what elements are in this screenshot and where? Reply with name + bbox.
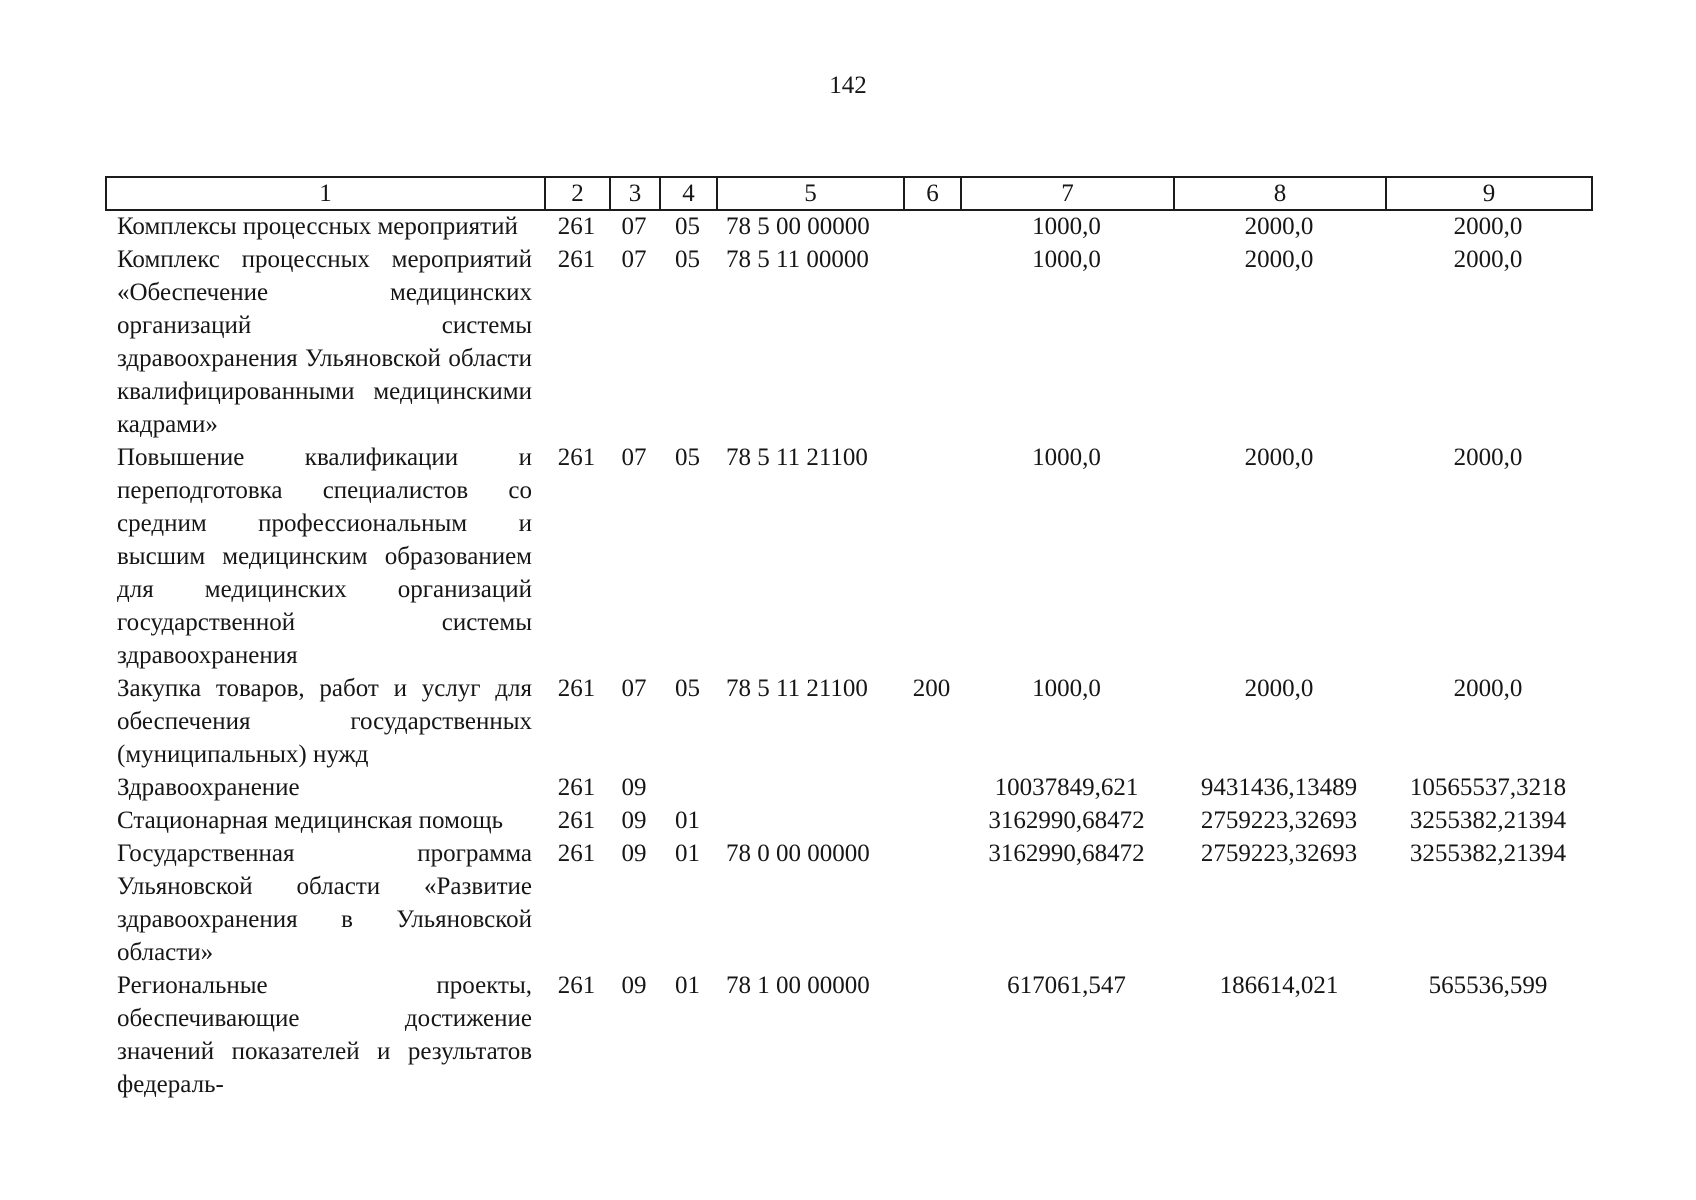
table-row (105, 210, 1591, 243)
cell-col-7: 10037849,621 (994, 774, 1139, 801)
cell-col-5 (716, 771, 903, 804)
cell-col-2: 261 (557, 213, 596, 240)
cell-col-9: 2000,0 (1453, 444, 1523, 471)
cell-col-2: 261 (557, 807, 596, 834)
cell-col-3: 09 (621, 774, 647, 801)
row-name: Комплекс процессных мероприятий «Обеспечение медицинских организаций системы здравоохранения Ульяновской области квалифицированными медицинскими кадрами» (117, 246, 532, 438)
row-name: Комплексы процессных мероприятий (117, 213, 518, 240)
cell-col-8: 2000,0 (1244, 675, 1314, 702)
header-col-6: 6 (904, 177, 961, 210)
cell-col-3: 09 (621, 807, 647, 834)
cell-col-8: 2000,0 (1244, 246, 1314, 273)
table-row (105, 837, 1591, 969)
cell-col-6 (903, 837, 960, 969)
table-row (105, 969, 1591, 1101)
header-col-9: 9 (1386, 177, 1592, 210)
header-row (106, 177, 1592, 210)
header-col-4: 4 (660, 177, 717, 210)
header-col-1: 1 (106, 177, 545, 210)
row-name: Стационарная медицинская помощь (117, 807, 504, 834)
cell-col-7: 1000,0 (1032, 213, 1101, 240)
table-row (105, 672, 1591, 771)
cell-col-5: 78 5 11 00000 (726, 246, 869, 273)
row-name: Повышение квалификации и переподготовка специалистов со средним профессиональным и высшим медицинским образованием для медицинских организаций государственной системы здравоохранения (117, 444, 532, 669)
cell-col-3: 07 (621, 213, 647, 240)
cell-col-7: 617061,547 (1007, 972, 1126, 999)
cell-col-7: 1000,0 (1032, 246, 1101, 273)
cell-col-9: 2000,0 (1453, 213, 1523, 240)
row-name: Здравоохранение (117, 774, 300, 801)
table-row (105, 243, 1591, 441)
cell-col-9: 2000,0 (1453, 675, 1523, 702)
row-name: Региональные проекты, обеспечивающие достижение значений показателей и результатов федераль- (117, 972, 532, 1098)
cell-col-2: 261 (557, 675, 596, 702)
cell-col-5 (716, 804, 903, 837)
cell-col-3: 07 (621, 246, 647, 273)
cell-col-6 (903, 441, 960, 672)
cell-col-5: 78 5 00 00000 (726, 213, 870, 240)
cell-col-4: 05 (675, 675, 700, 702)
cell-col-8: 2759223,32693 (1200, 840, 1358, 867)
cell-col-8: 186614,021 (1219, 972, 1339, 999)
cell-col-5: 78 5 11 21100 (726, 444, 868, 471)
table-row (105, 804, 1591, 837)
cell-col-4: 01 (675, 807, 700, 834)
cell-col-3: 09 (621, 972, 647, 999)
cell-col-6 (903, 804, 960, 837)
cell-col-2: 261 (557, 246, 596, 273)
cell-col-7: 1000,0 (1032, 675, 1101, 702)
table-row (105, 771, 1591, 804)
column-number-header (105, 176, 1593, 211)
cell-col-2: 261 (557, 774, 596, 801)
row-name: Государственная программа Ульяновской области «Развитие здравоохранения в Ульяновской области» (117, 840, 532, 966)
cell-col-8: 2000,0 (1244, 213, 1314, 240)
cell-col-2: 261 (557, 444, 596, 471)
cell-col-6 (903, 969, 960, 1101)
header-col-3: 3 (610, 177, 660, 210)
cell-col-5: 78 5 11 21100 (726, 675, 868, 702)
cell-col-2: 261 (557, 972, 596, 999)
table-row (105, 441, 1591, 672)
header-col-7: 7 (961, 177, 1174, 210)
cell-col-4: 01 (675, 972, 700, 999)
budget-table (105, 210, 1591, 1101)
cell-col-9: 2000,0 (1453, 246, 1523, 273)
cell-col-7: 1000,0 (1032, 444, 1101, 471)
cell-col-7: 3162990,68472 (988, 840, 1145, 867)
cell-col-7: 3162990,68472 (988, 807, 1145, 834)
cell-col-6 (903, 243, 960, 441)
cell-col-9: 565536,599 (1428, 972, 1548, 999)
cell-col-9: 3255382,21394 (1409, 840, 1567, 867)
row-name: Закупка товаров, работ и услуг для обеспечения государственных (муниципальных) нужд (117, 675, 532, 768)
header-col-8: 8 (1174, 177, 1386, 210)
cell-col-4: 05 (675, 246, 700, 273)
cell-col-4: 01 (675, 840, 700, 867)
cell-col-8: 9431436,13489 (1200, 774, 1358, 801)
cell-col-3: 07 (621, 675, 647, 702)
cell-col-6 (903, 210, 960, 243)
cell-col-6 (903, 771, 960, 804)
cell-col-9: 3255382,21394 (1409, 807, 1567, 834)
cell-col-4: 05 (675, 213, 700, 240)
header-col-2: 2 (545, 177, 610, 210)
cell-col-2: 261 (557, 840, 596, 867)
cell-col-4 (659, 771, 716, 804)
cell-col-3: 09 (621, 840, 647, 867)
cell-col-6: 200 (912, 675, 951, 702)
cell-col-5: 78 0 00 00000 (726, 840, 870, 867)
cell-col-3: 07 (621, 444, 647, 471)
cell-col-9: 10565537,3218 (1409, 774, 1567, 801)
page-number: 142 (829, 72, 867, 99)
cell-col-5: 78 1 00 00000 (726, 972, 870, 999)
cell-col-4: 05 (675, 444, 700, 471)
header-col-5: 5 (717, 177, 904, 210)
cell-col-8: 2759223,32693 (1200, 807, 1358, 834)
cell-col-8: 2000,0 (1244, 444, 1314, 471)
